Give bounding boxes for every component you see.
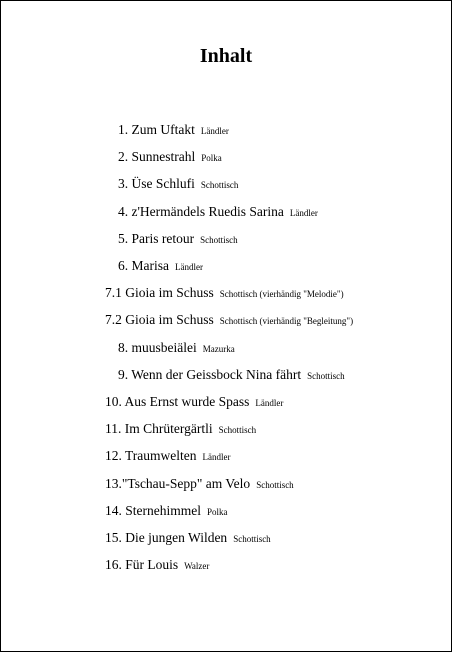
toc-item-title: Gioia im Schuss [125, 285, 214, 301]
toc-item-genre: Ländler [175, 262, 203, 272]
toc-item [105, 446, 231, 466]
toc-item-genre: Schottisch [307, 370, 345, 381]
toc-item [118, 120, 229, 140]
toc-item [105, 392, 283, 412]
toc-item-number: 5. [118, 230, 129, 246]
toc-item-title: Traumwelten [125, 448, 197, 464]
toc-item-title: Sternehimmel [125, 502, 201, 518]
toc-item-title: Im Chrütergärtli [124, 421, 213, 437]
toc-item-number: 9. [118, 366, 129, 382]
toc-item-number: 7.1 [105, 285, 122, 301]
toc-item [105, 501, 228, 521]
toc-item [105, 419, 256, 439]
toc-item-genre: Schottisch [200, 234, 238, 245]
toc-item-genre: Schottisch [200, 180, 239, 191]
toc-item-title: Paris retour [131, 230, 195, 246]
toc-item-number: 7.2 [105, 312, 122, 328]
toc-item-title: "Tschau-Sepp" am Velo [121, 475, 251, 491]
toc-item-number: 12. [105, 448, 122, 464]
toc-item-genre: Mazurka [202, 343, 235, 354]
toc-item-title: Marisa [131, 258, 169, 273]
toc-item-genre: Schottisch (vierhändig "Melodie") [219, 289, 344, 300]
toc-item-title: muusbeiälei [131, 339, 197, 355]
toc-item [118, 229, 238, 249]
toc-item-genre: Schottisch [233, 534, 271, 544]
toc-item-genre: Schottisch [256, 479, 294, 490]
toc-item [118, 338, 235, 358]
toc-item-number: 3. [118, 176, 129, 192]
toc-item-genre: Ländler [255, 398, 284, 408]
toc-item [118, 365, 345, 385]
toc-item [105, 555, 209, 575]
toc-item-number: 16. [105, 557, 122, 573]
toc-item-title: z'Hermändels Ruedis Sarina [131, 203, 284, 219]
toc-item-title: Aus Ernst wurde Spass [124, 394, 250, 409]
toc-item [105, 283, 344, 303]
toc-item-number: 8. [118, 339, 129, 355]
toc-item-number: 2. [118, 149, 129, 165]
toc-item-title: Zum Uftakt [131, 122, 195, 137]
toc-item [105, 528, 271, 548]
toc-item-number: 15. [105, 530, 122, 545]
toc-item-genre: Polka [206, 506, 228, 517]
toc-item-title: Wenn der Geissbock Nina fährt [131, 366, 302, 382]
toc-item-genre: Polka [201, 153, 222, 164]
toc-item-number: 14. [105, 502, 122, 518]
toc-item-genre: Walzer [184, 561, 210, 572]
toc-item [118, 202, 318, 222]
toc-item-genre: Ländler [202, 452, 231, 463]
toc-item-genre: Schottisch (vierhändig "Begleitung") [219, 316, 354, 327]
toc-item-title: Üse Schlufi [131, 176, 195, 192]
toc-item-number: 4. [118, 203, 129, 219]
toc-item [118, 147, 222, 167]
toc-item [105, 474, 294, 494]
toc-item [105, 310, 353, 330]
toc-item-number: 10. [105, 394, 122, 409]
toc-item-number: 11. [105, 421, 122, 437]
toc-item [118, 256, 203, 276]
toc-item-genre: Ländler [289, 207, 318, 218]
toc-item-number: 1. [118, 122, 129, 137]
toc-item [118, 174, 238, 194]
toc-item-number: 13. [105, 475, 122, 491]
toc-item-title: Gioia im Schuss [125, 312, 214, 328]
toc-item-title: Sunnestrahl [131, 149, 196, 165]
page-title: Inhalt [199, 45, 253, 67]
toc-item-title: Die jungen Wilden [125, 530, 228, 545]
toc-item-title: Für Louis [125, 557, 179, 573]
toc-item-genre: Schottisch [218, 425, 257, 436]
toc-item-number: 6. [118, 258, 129, 273]
toc-item-genre: Ländler [200, 126, 229, 136]
